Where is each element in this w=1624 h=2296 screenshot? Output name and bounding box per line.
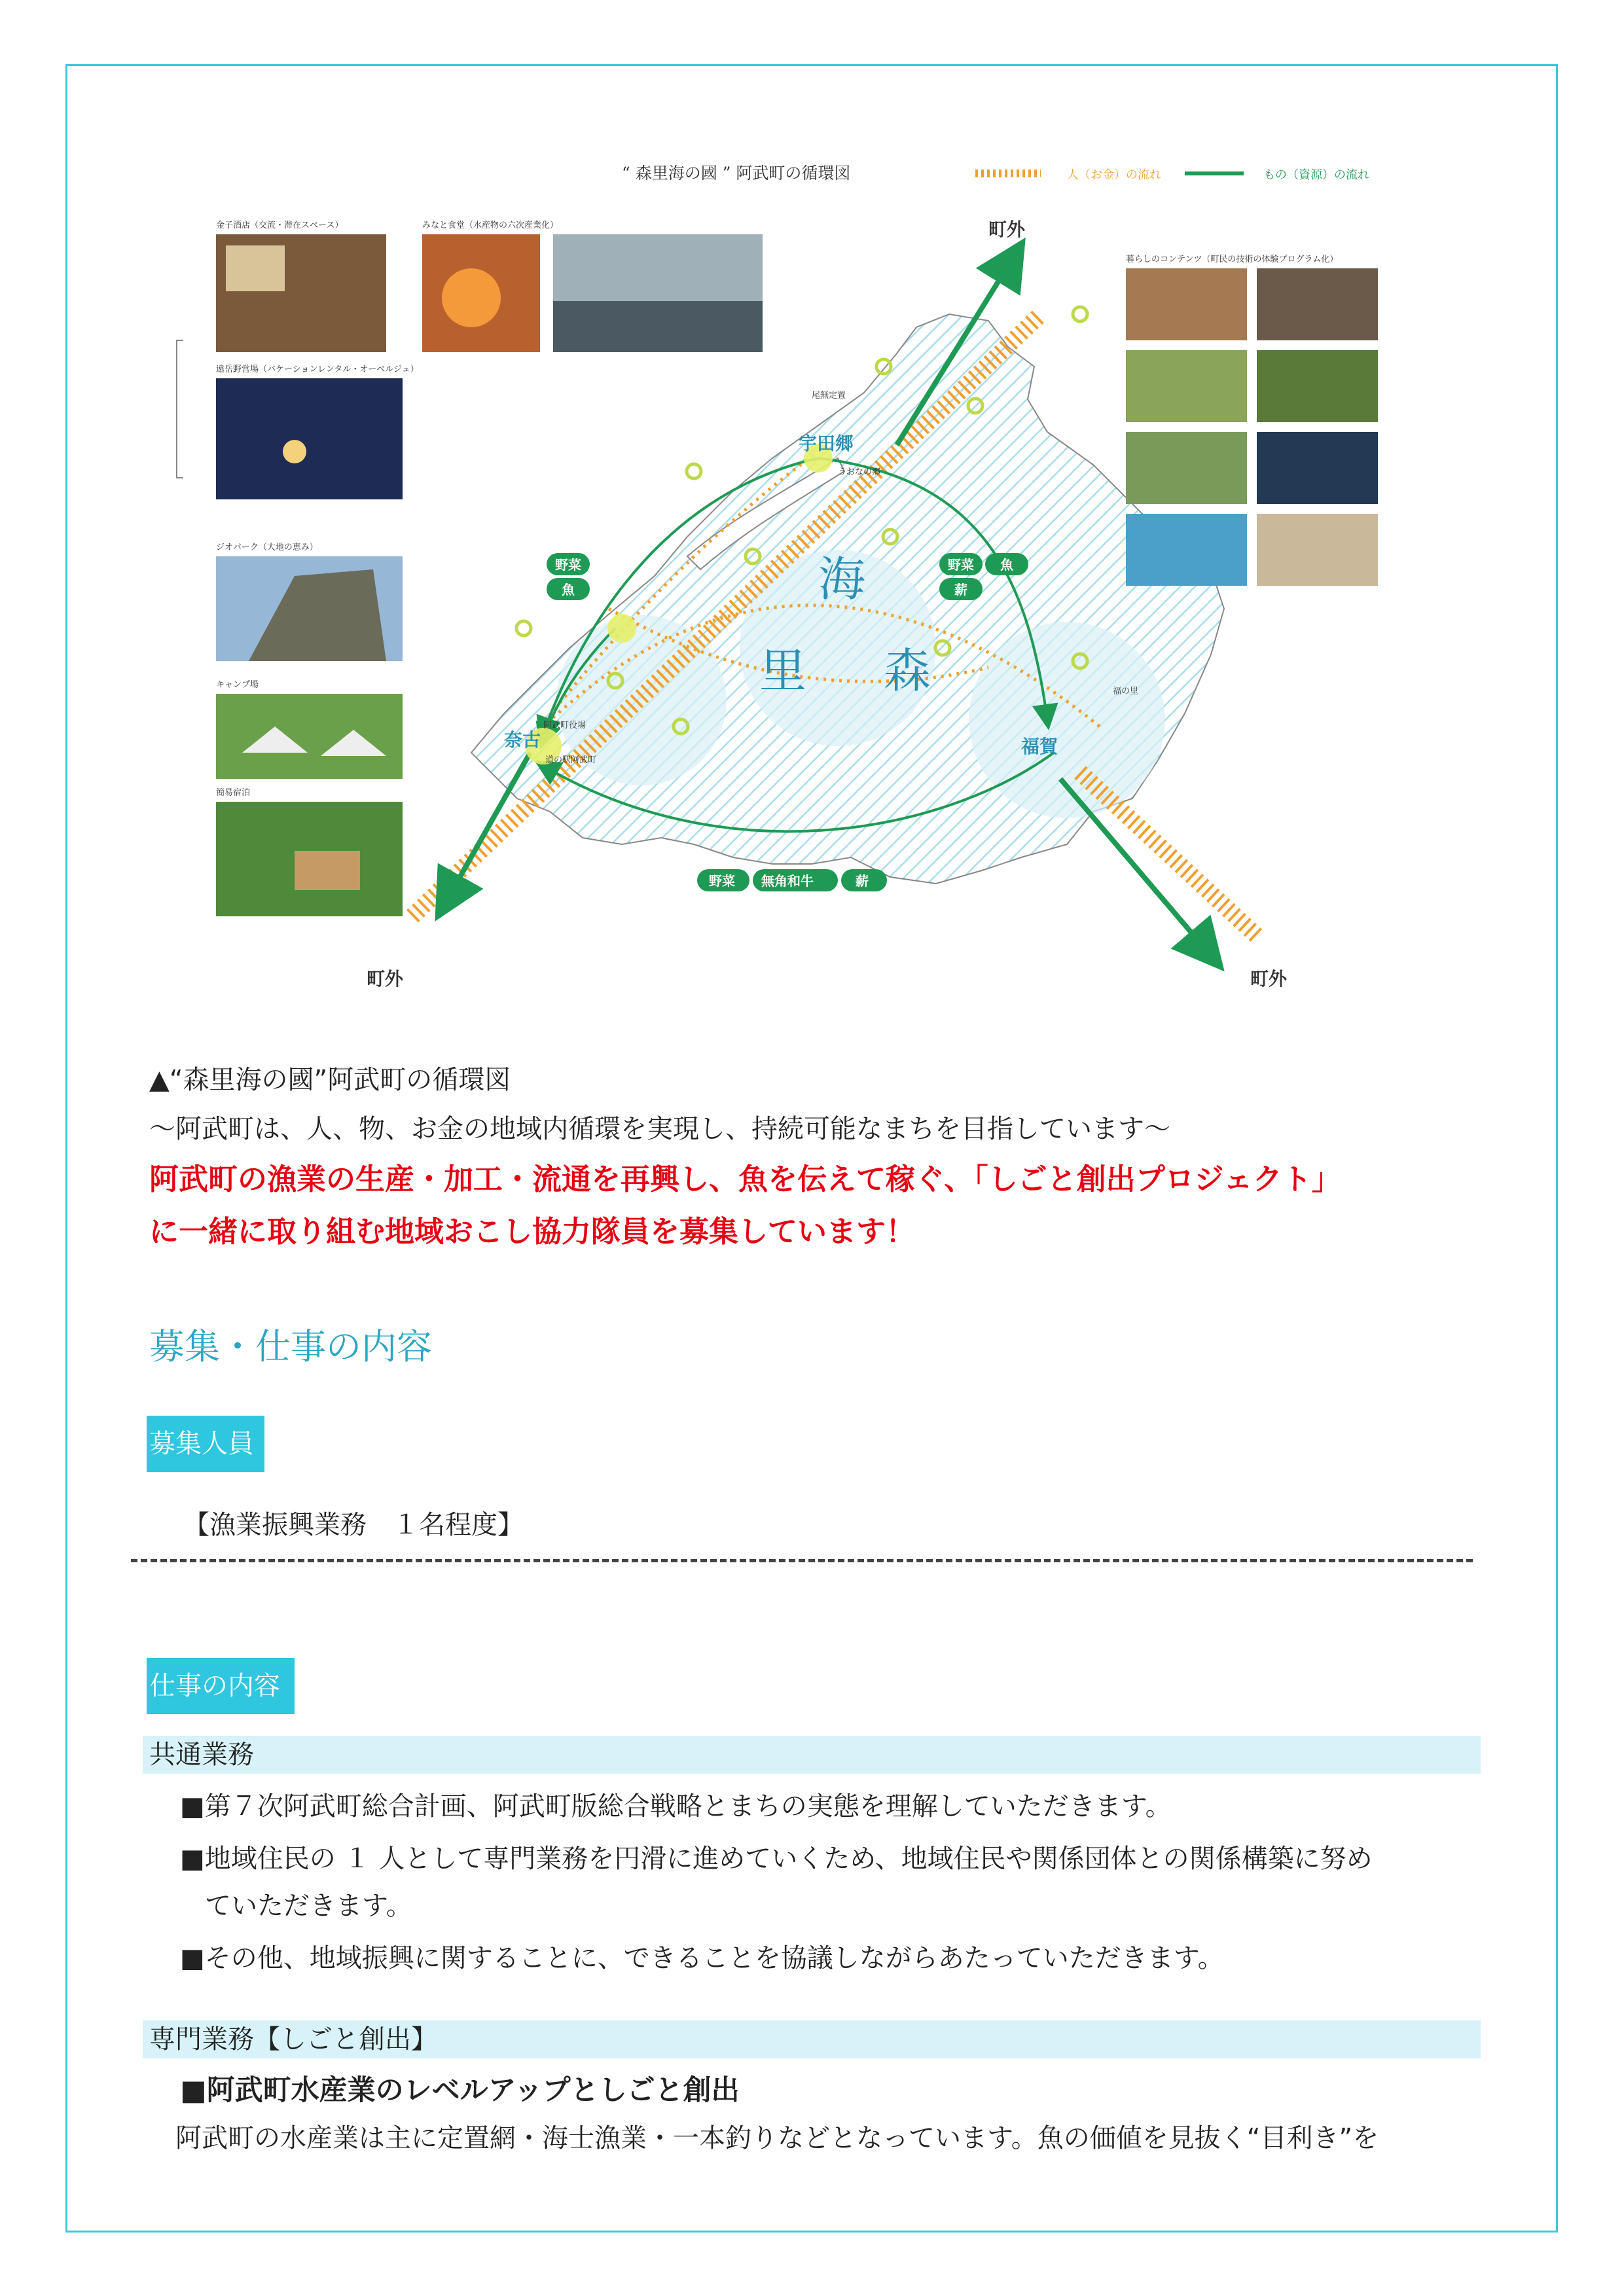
- svg-text:うおなの郷: うおなの郷: [838, 467, 881, 477]
- place-udago: 宇田郷: [799, 433, 854, 454]
- svg-text:阿武町役場: 阿武町役場: [543, 721, 586, 730]
- svg-text:簡易宿泊: 簡易宿泊: [216, 788, 251, 798]
- svg-text:福の里: 福の里: [1113, 687, 1139, 696]
- svg-text:薪: 薪: [856, 873, 869, 889]
- legend-money: 人（お金）の流れ: [1067, 168, 1161, 182]
- svg-text:みなと食堂（水産物の六次産業化）: みなと食堂（水産物の六次産業化）: [422, 221, 559, 230]
- recruit-tag: 募集人員: [147, 1416, 264, 1472]
- svg-text:野菜: 野菜: [948, 557, 974, 573]
- svg-text:魚: 魚: [562, 582, 575, 598]
- common-duties-label: 共通業務: [149, 1740, 254, 1770]
- duty-item: ■地域住民の １ 人として専門業務を円滑に進めていくため、地域住民や関係団体との関係構築に努め: [180, 1844, 1373, 1874]
- label-mori: 森: [884, 643, 931, 698]
- svg-text:薪: 薪: [954, 582, 967, 598]
- map-title: “ 森里海の國 ” 阿武町の循環図: [622, 164, 851, 183]
- circulation-map: [164, 151, 1407, 1034]
- svg-text:魚: 魚: [1000, 557, 1013, 573]
- common-duties-band: [143, 1736, 1481, 1774]
- svg-text:尾無定置: 尾無定置: [812, 391, 846, 401]
- dashed-divider: [131, 1559, 1473, 1562]
- headline-line-2: に一緒に取り組む地域おこし協力隊員を募集しています！: [149, 1214, 916, 1249]
- svg-text:野菜: 野菜: [709, 873, 735, 889]
- special-duty-paragraph: 阿武町の水産業は主に定置網・海士漁業・一本釣りなどとなっています。魚の価値を見抜く“目利き”を: [175, 2123, 1379, 2153]
- svg-text:暮らしのコンテンツ（町民の技術の体験プログラム化）: 暮らしのコンテンツ（町民の技術の体験プログラム化）: [1126, 255, 1339, 264]
- svg-text:道の駅阿武町: 道の駅阿武町: [545, 755, 597, 765]
- photo-column-left: [216, 220, 419, 916]
- outside-label-left: 町外: [367, 968, 404, 990]
- special-duties-label: 専門業務【しごと創出】: [149, 2024, 437, 2054]
- place-fukuga: 福賀: [1021, 736, 1058, 757]
- label-sato: 里: [759, 643, 807, 698]
- work-tag: 仕事の内容: [147, 1658, 295, 1714]
- section-title: 募集・仕事の内容: [149, 1326, 432, 1367]
- svg-text:野菜: 野菜: [555, 557, 581, 573]
- legend-goods: もの（資源）の流れ: [1263, 168, 1369, 182]
- svg-text:ジオパーク（大地の恵み）: ジオパーク（大地の恵み）: [216, 543, 318, 552]
- photo-row-top: [422, 220, 763, 352]
- map-caption: ▲“森里海の國”阿武町の循環図: [149, 1065, 511, 1095]
- headline-line-1: 阿武町の漁業の生産・加工・流通を再興し、魚を伝えて稼ぐ、「しごと創出プロジェクト」: [149, 1162, 1341, 1196]
- place-nago: 奈古: [504, 729, 541, 751]
- special-duty-heading: ■阿武町水産業のレベルアップとしごと創出: [180, 2074, 740, 2107]
- photo-grid-right: [1126, 254, 1378, 586]
- svg-text:遠岳野営場（バケーションレンタル・オーベルジュ）: 遠岳野営場（バケーションレンタル・オーベルジュ）: [216, 365, 419, 374]
- outside-label-right: 町外: [1250, 968, 1288, 990]
- outside-label-top: 町外: [988, 219, 1026, 240]
- duty-item: ■第７次阿武町総合計画、阿武町版総合戦略とまちの実態を理解していただきます。: [180, 1791, 1172, 1821]
- map-subcaption: ～阿武町は、人、物、お金の地域内循環を実現し、持続可能なまちを目指しています～: [149, 1114, 1170, 1144]
- label-umi: 海: [818, 552, 866, 607]
- duty-item: ■その他、地域振興に関することに、できることを協議しながらあたっていただきます。: [180, 1943, 1224, 1973]
- svg-text:無角和牛: 無角和牛: [761, 873, 814, 889]
- svg-text:金子酒店（交流・滞在スペース）: 金子酒店（交流・滞在スペース）: [216, 221, 344, 230]
- duty-item-continued: ていただきます。: [205, 1891, 412, 1921]
- svg-text:キャンプ場: キャンプ場: [216, 680, 259, 690]
- recruit-count: 【漁業振興業務 １名程度】: [183, 1510, 524, 1540]
